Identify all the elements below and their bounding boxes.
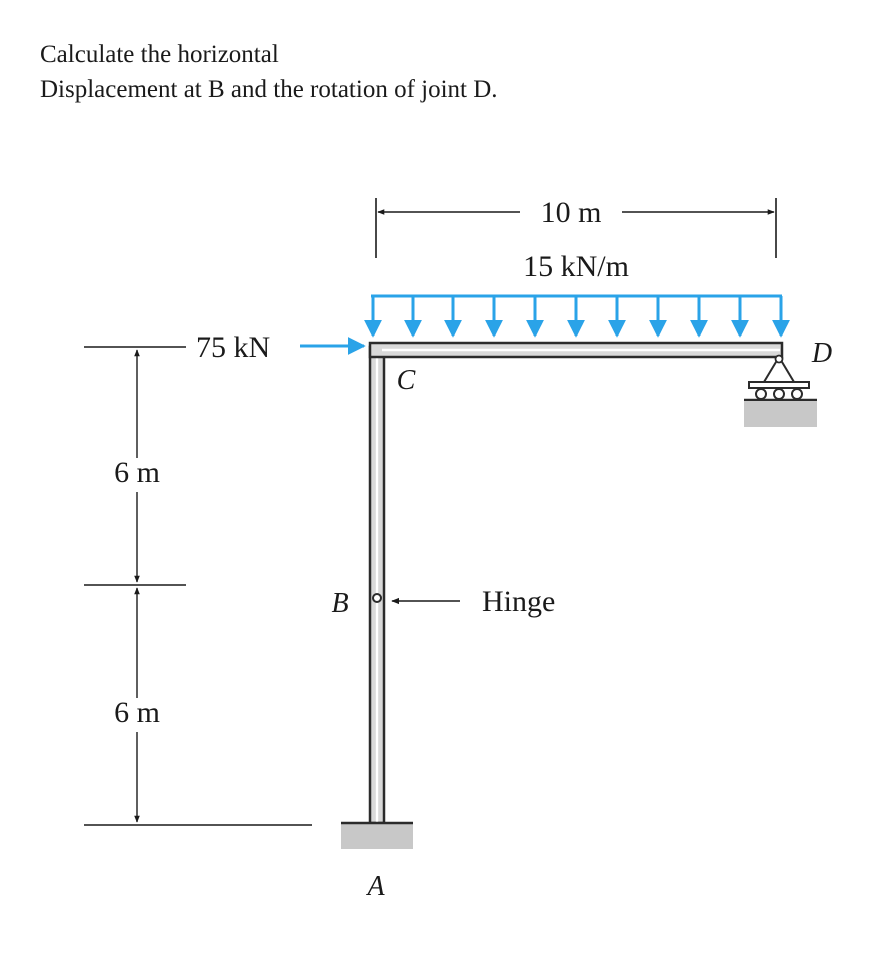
roller-support-D bbox=[744, 356, 817, 428]
height-dimensions bbox=[84, 347, 312, 825]
corner-joint-C bbox=[372, 345, 382, 355]
distributed-load-label: 15 kN/m bbox=[523, 250, 629, 283]
roller-wheel bbox=[792, 389, 802, 399]
roller-support-pin bbox=[776, 356, 783, 363]
hinge-label: Hinge bbox=[482, 585, 556, 618]
height-upper-label: 6 m bbox=[114, 456, 160, 489]
hinge-B bbox=[373, 585, 555, 618]
joint-label-B: B bbox=[331, 588, 349, 619]
height-lower-label: 6 m bbox=[114, 696, 160, 729]
joint-label-A: A bbox=[367, 871, 385, 902]
span-dimension bbox=[376, 196, 776, 258]
joint-label-D: D bbox=[811, 338, 833, 369]
problem-line-1: Calculate the horizontal bbox=[40, 41, 279, 68]
frame-members bbox=[370, 343, 782, 823]
load-arrows bbox=[373, 296, 781, 336]
roller-wheel bbox=[774, 389, 784, 399]
distributed-load bbox=[371, 296, 782, 336]
roller-support-plate bbox=[749, 382, 809, 388]
roller-wheel bbox=[756, 389, 766, 399]
point-load-label: 75 kN bbox=[196, 331, 271, 364]
roller-ground bbox=[744, 401, 817, 427]
problem-line-2: Displacement at B and the rotation of joint D. bbox=[40, 75, 498, 103]
fixed-support-ground bbox=[341, 823, 413, 849]
hinge-pin bbox=[373, 594, 381, 602]
point-load bbox=[196, 331, 364, 364]
fixed-support-A bbox=[341, 823, 413, 849]
span-label: 10 m bbox=[540, 196, 602, 229]
joint-label-C: C bbox=[396, 365, 416, 396]
